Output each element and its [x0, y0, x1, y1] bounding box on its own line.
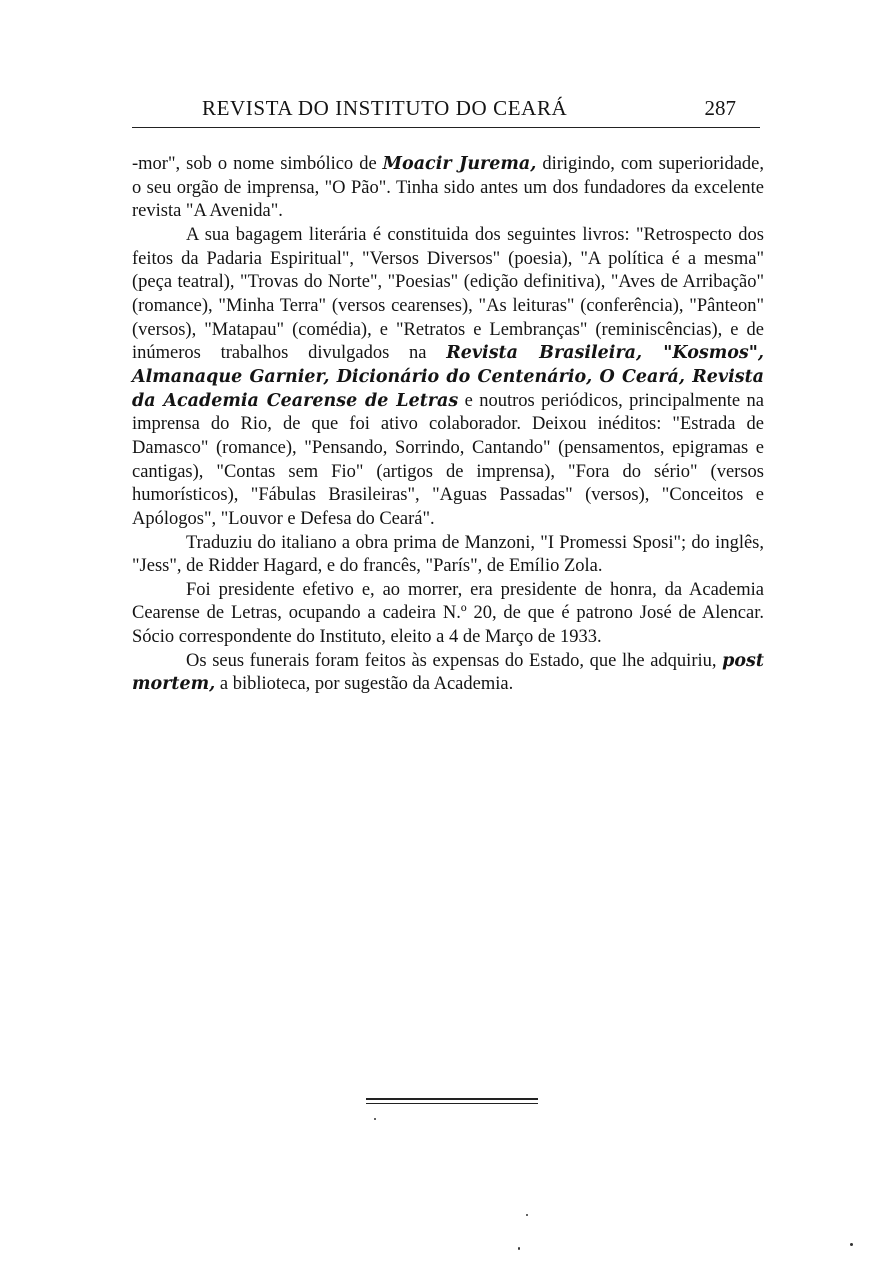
print-speck — [518, 1247, 520, 1250]
print-speck — [374, 1118, 376, 1120]
running-head — [132, 96, 762, 124]
italic-title-run: Moacir Jurema, — [382, 154, 537, 174]
text-run: e noutros periódicos, principalmente na imprensa do Rio, de que foi ativo colaborador. Deixou inéditos: "Estrada de Damasco" (romance), "Pensando, Sorrindo, Cantando" (pensamentos, epigramas e cantigas), "Contas sem Fio" (artigos de imprensa), "Fora do sério" (versos humorísticos), "Fábulas Brasileiras", "Aguas Passadas" (versos), "Conceitos e Apólogos", "Louvor e Defesa do Ceará". — [132, 390, 764, 529]
print-speck — [526, 1214, 528, 1216]
paragraph — [132, 153, 764, 224]
paragraph — [132, 579, 764, 650]
header-rule — [132, 127, 760, 128]
body-text — [132, 153, 764, 697]
paragraph — [132, 650, 764, 697]
end-rule — [366, 1098, 538, 1100]
text-run: dirigindo, com superioridade, o seu orgão de imprensa, "O Pão". Tinha sido antes um dos fundadores da excelente revista "A Avenida". — [132, 154, 764, 222]
text-run: -mor", sob o nome simbólico de — [132, 154, 383, 174]
print-speck — [850, 1243, 853, 1246]
text-run: a biblioteca, por sugestão da Academia. — [215, 674, 514, 695]
text-run: Os seus funerais foram feitos às expensas do Estado, que lhe adquiriu, — [186, 650, 723, 671]
text-run: A sua bagagem literária é constituida dos seguintes livros: "Retrospecto dos feitos da Padaria Espiritual", "Versos Diversos" (poesia), "A política é a mesma" (peça teatral), "Trovas do Norte", "Poesias" (edição definitiva), "Aves de Arribação" (romance), "Minha Terra" (versos cearenses), "As leituras" (conferência), "Pânteon" (versos), "Matapau" (comédia), e "Retratos e Lembranças" (reminiscências), e de inúmeros trabalhos divulgados na — [132, 224, 764, 364]
paragraph — [132, 224, 764, 532]
text-run: Traduziu do italiano a obra prima de Manzoni, "I Promessi Sposi"; do inglês, "Jess", de Ridder Hagard, e do francês, "París", de Emílio Zola. — [132, 532, 764, 577]
running-head-title: REVISTA DO INSTITUTO DO CEARÁ — [202, 96, 568, 120]
italic-title-run: Revista Brasileira, "Kosmos", Almanaque Garnier, Dicionário do Centenário, O Ceará, Revista da Academia Cearense de Letras — [132, 343, 764, 411]
end-rule-thin — [366, 1103, 538, 1104]
italic-title-run: post mortem, — [132, 650, 764, 695]
text-run: Foi presidente efetivo e, ao morrer, era presidente de honra, da Academia Cearense de Letras, ocupando a cadeira N.º 20, de que é patrono José de Alencar. Sócio correspondente do Instituto, eleito a 4 de Março de 1933. — [132, 579, 764, 648]
paragraph — [132, 532, 764, 579]
page-number: 287 — [704, 96, 736, 120]
